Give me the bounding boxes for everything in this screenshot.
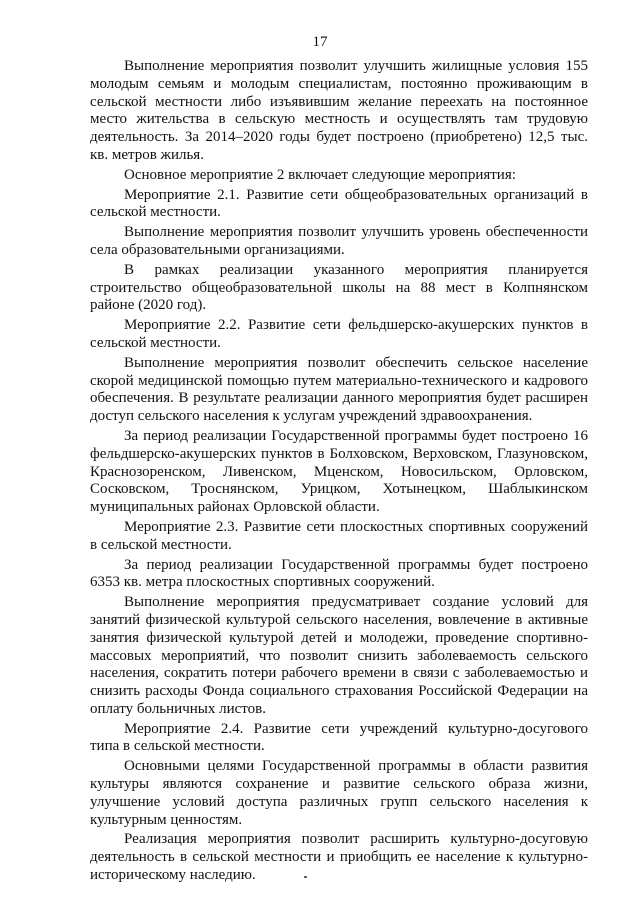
paragraph-culture-goals: Основными целями Государственной программы в области развития культуры являются сохранение и развитие сельского образа жизни, улучшение условий доступа различных групп сельского населения к культурным ценностям. — [90, 758, 588, 828]
paragraph-activity-2-1-result: Выполнение мероприятия позволит улучшить уровень обеспеченности села образовательными организациями. — [90, 224, 588, 258]
paragraph-activity-2-3-title: Мероприятие 2.3. Развитие сети плоскостных спортивных сооружений в сельской местности. — [90, 518, 588, 553]
paragraph-fap-construction: За период реализации Государственной программы будет построено 16 фельдшерско-акушерских пунктов в Болховском, Верховском, Глазуновском, Краснозоренском, Ливенском, Мценском, Новосильском, Орловском, Сосковском, Троснянском, Урицком, Хотынецком, Шаблыкинском муниципальных районах Орловской области. — [90, 427, 588, 516]
paragraph-activity-2-1-title: Мероприятие 2.1. Развитие сети общеобразовательных организаций в сельской местности. — [90, 186, 588, 221]
paragraph-activity-2-4-result: Реализация мероприятия позволит расширить культурно-досуговую деятельность в сельской местности и приобщить ее население к культурно-историческому наследию. — [90, 831, 588, 884]
paragraph-activity-2-4-title: Мероприятие 2.4. Развитие сети учреждений культурно-досугового типа в сельской местности. — [90, 720, 588, 755]
paragraph-main-activity-2: Основное мероприятие 2 включает следующие мероприятия: — [124, 166, 516, 183]
document-body — [90, 58, 588, 885]
paragraph-sports-construction: За период реализации Государственной программы будет построено 6353 кв. метра плоскостных спортивных сооружений. — [90, 556, 588, 591]
paragraph-housing-result: Выполнение мероприятия позволит улучшить жилищные условия 155 молодым семьям и молодым специалистам, постоянно проживающим в сельской местности либо изъявившим желание переехать на постоянное место жительства в сельскую местность и осуществлять там трудовую деятельность. За 2014–2020 годы будет построено (приобретено) 12,5 тыс. кв. метров жилья. — [90, 58, 588, 163]
paragraph-activity-2-2-title: Мероприятие 2.2. Развитие сети фельдшерско-акушерских пунктов в сельской местности. — [90, 317, 588, 351]
paragraph-activity-2-2-result: Выполнение мероприятия позволит обеспечить сельское население скорой медицинской помощью путем материально-технического и кадрового обеспечения. В результате реализации данного мероприятия будет расширен доступ сельского населения к услугам учреждений здравоохранения. — [90, 354, 588, 425]
scan-speck — [304, 876, 307, 878]
paragraph-school-construction: В рамках реализации указанного мероприятия планируется строительство общеобразовательной школы на 88 мест в Колпнянском районе (2020 год). — [90, 261, 588, 314]
page-number: 17 — [312, 34, 328, 50]
paragraph-activity-2-3-result: Выполнение мероприятия предусматривает создание условий для занятий физической культурой сельского населения, вовлечение в активные занятия физической культурой детей и молодежи, проведение спортивно-массовых мероприятий, что позволит снизить заболеваемость сельского населения, сократить потери рабочего времени в связи с заболеваемостью и снизить расходы Фонда социального страхования Российской Федерации на оплату больничных листов. — [90, 594, 588, 717]
